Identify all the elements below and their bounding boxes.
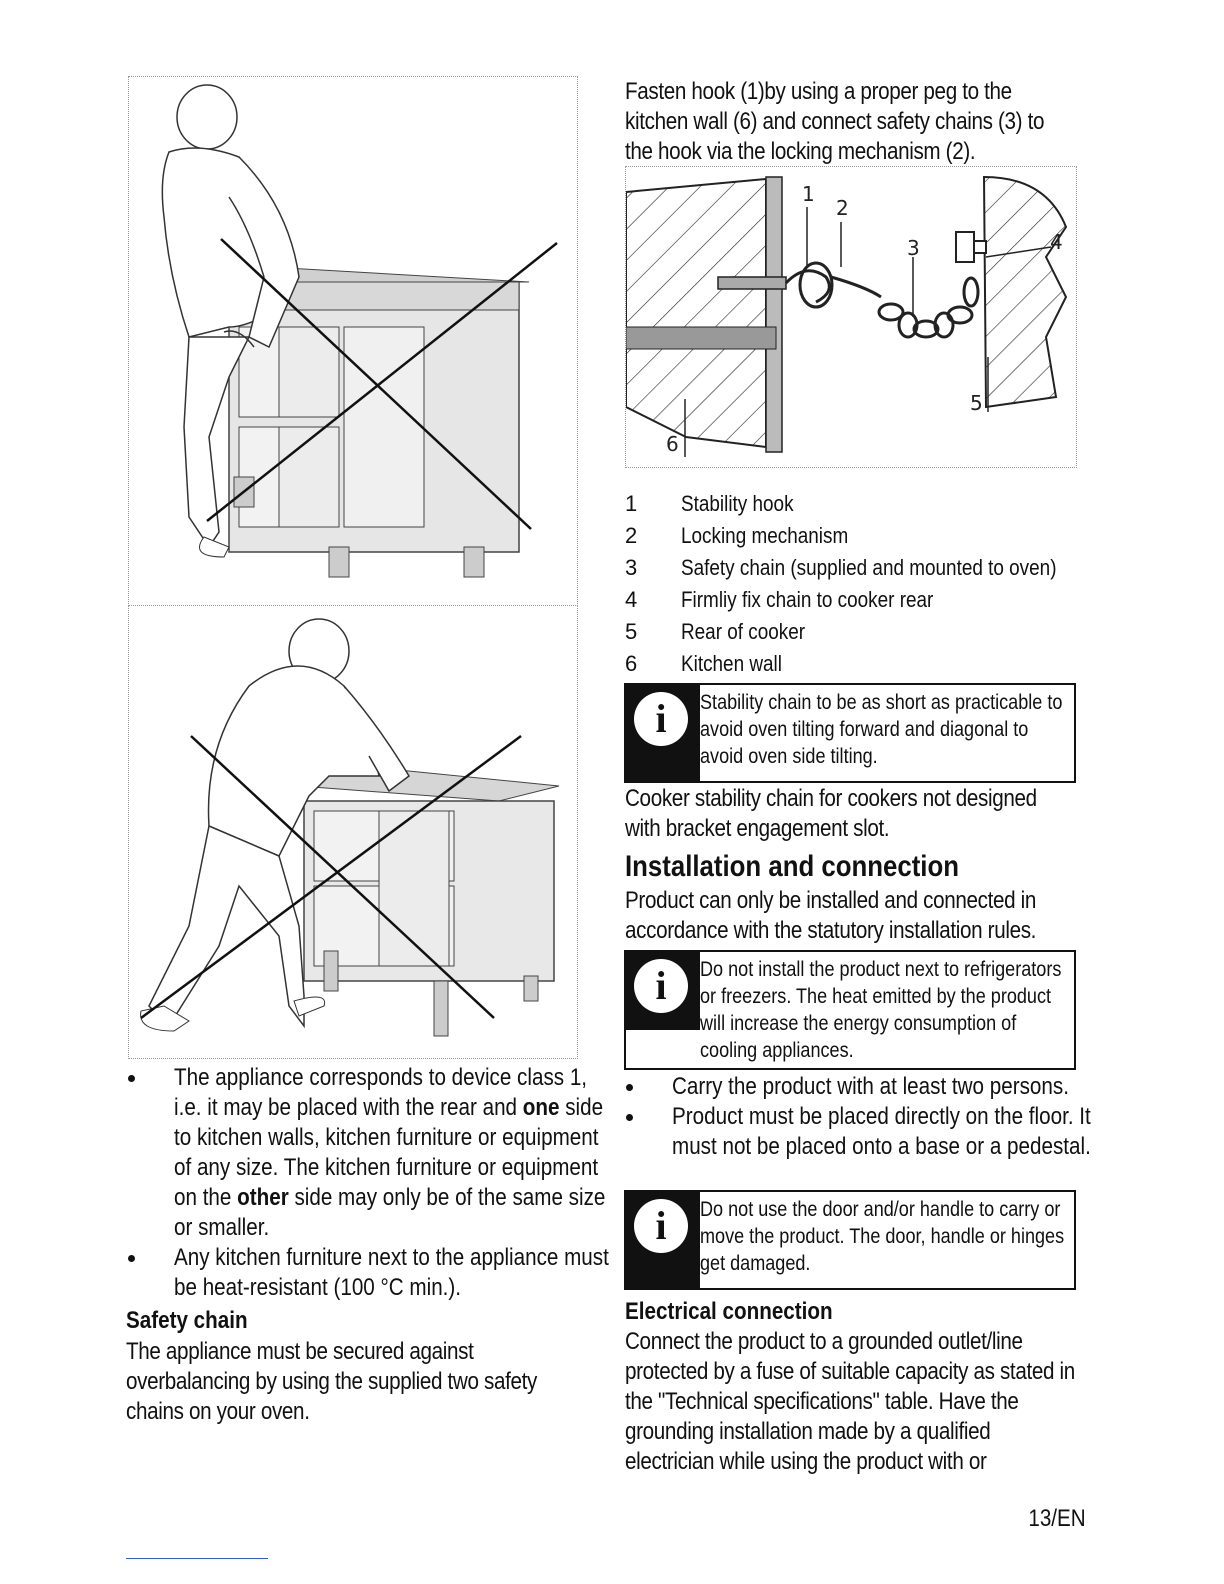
illustration-person-carrying-oven-by-top [129,606,577,1058]
electrical-text: Connect the product to a grounded outlet/line protected by a fuse of suitable capacity as stated in the "Technical specifications" table. Have the grounding installation made by a qualified electrician while using the product with or [625,1328,1075,1475]
info-box-door-handle [624,1190,1076,1290]
legend-text: Locking mechanism [681,523,849,548]
footer-divider [126,1558,268,1559]
legend-number: 5 [625,619,638,644]
info-text: Do not install the product next to refrigerators or freezers. The heat emitted by the product will increase the energy consumption of cooling appliances. [700,958,1062,1062]
info-icon: i [624,950,700,1030]
diagram-stability-chain [626,167,1076,467]
diagram-label-5: 5 [970,391,983,415]
info-icon: i [624,1190,700,1288]
info-box-chain-length [624,683,1076,783]
figure-carry-by-top [128,605,578,1059]
heading-electrical-connection: Electrical connection [625,1298,833,1325]
legend-text: Kitchen wall [681,651,782,676]
diagram-label-2: 2 [836,196,849,220]
bullet-dot [128,1255,135,1262]
info-text: Stability chain to be as short as practicable to avoid oven tilting forward and diagonal to avoid oven side tilting. [700,691,1063,768]
bullet-two-persons: Carry the product with at least two persons. [626,1072,1182,1102]
heading-safety-chain: Safety chain [126,1307,248,1334]
legend-number: 1 [625,491,638,516]
legend-number: 6 [625,651,638,676]
bullet-heat-resistant: Any kitchen furniture next to the appliance must be heat-resistant (100 °C min.). [128,1243,684,1303]
legend-text: Firmliy fix chain to cooker rear [681,587,934,612]
cooker-chain-text: Cooker stability chain for cookers not designed with bracket engagement slot. [625,785,1037,842]
diagram-label-6: 6 [666,432,679,456]
legend-number: 4 [625,587,638,612]
bullet-device-class: The appliance corresponds to device class 1, i.e. it may be placed with the rear and one side to kitchen walls, kitchen furniture or equipment of any size. The kitchen furniture or equipment on the other side may only be of the same size or smaller. [128,1063,684,1243]
diagram-label-3: 3 [907,236,920,260]
info-icon: i [624,683,700,781]
legend-text: Rear of cooker [681,619,806,644]
info-text: Do not use the door and/or handle to carry or move the product. The door, handle or hinges get damaged. [700,1198,1065,1275]
legend-text: Stability hook [681,491,794,516]
bullet-dot [626,1084,633,1091]
legend-number: 2 [625,523,638,548]
right-bullet-list [626,1072,1182,1162]
legend-number: 3 [625,555,638,580]
left-bullet-list [128,1063,684,1303]
diagram-label-1: 1 [802,182,815,206]
heading-installation: Installation and connection [625,850,959,883]
page-number: 13/EN [1028,1505,1086,1532]
safety-chain-text: The appliance must be secured against overbalancing by using the supplied two safety chains on your oven. [126,1338,538,1425]
info-box-refrigerators [624,950,1076,1070]
installation-text: Product can only be installed and connected in accordance with the statutory installation rules. [625,887,1037,944]
figure-carry-by-door [128,76,578,608]
bullet-dot [128,1075,135,1082]
figure-stability-chain [625,166,1077,468]
fasten-hook-text: Fasten hook (1)by using a proper peg to the kitchen wall (6) and connect safety chains (3) to the hook via the locking mechanism (2). [625,78,1045,165]
bullet-dot [626,1114,633,1121]
bullet-floor-placement: Product must be placed directly on the floor. It must not be placed onto a base or a pedestal. [626,1102,1182,1162]
illustration-person-carrying-oven-by-door [129,77,577,607]
legend-text: Safety chain (supplied and mounted to oven) [681,555,1057,580]
diagram-label-4: 4 [1050,230,1063,254]
